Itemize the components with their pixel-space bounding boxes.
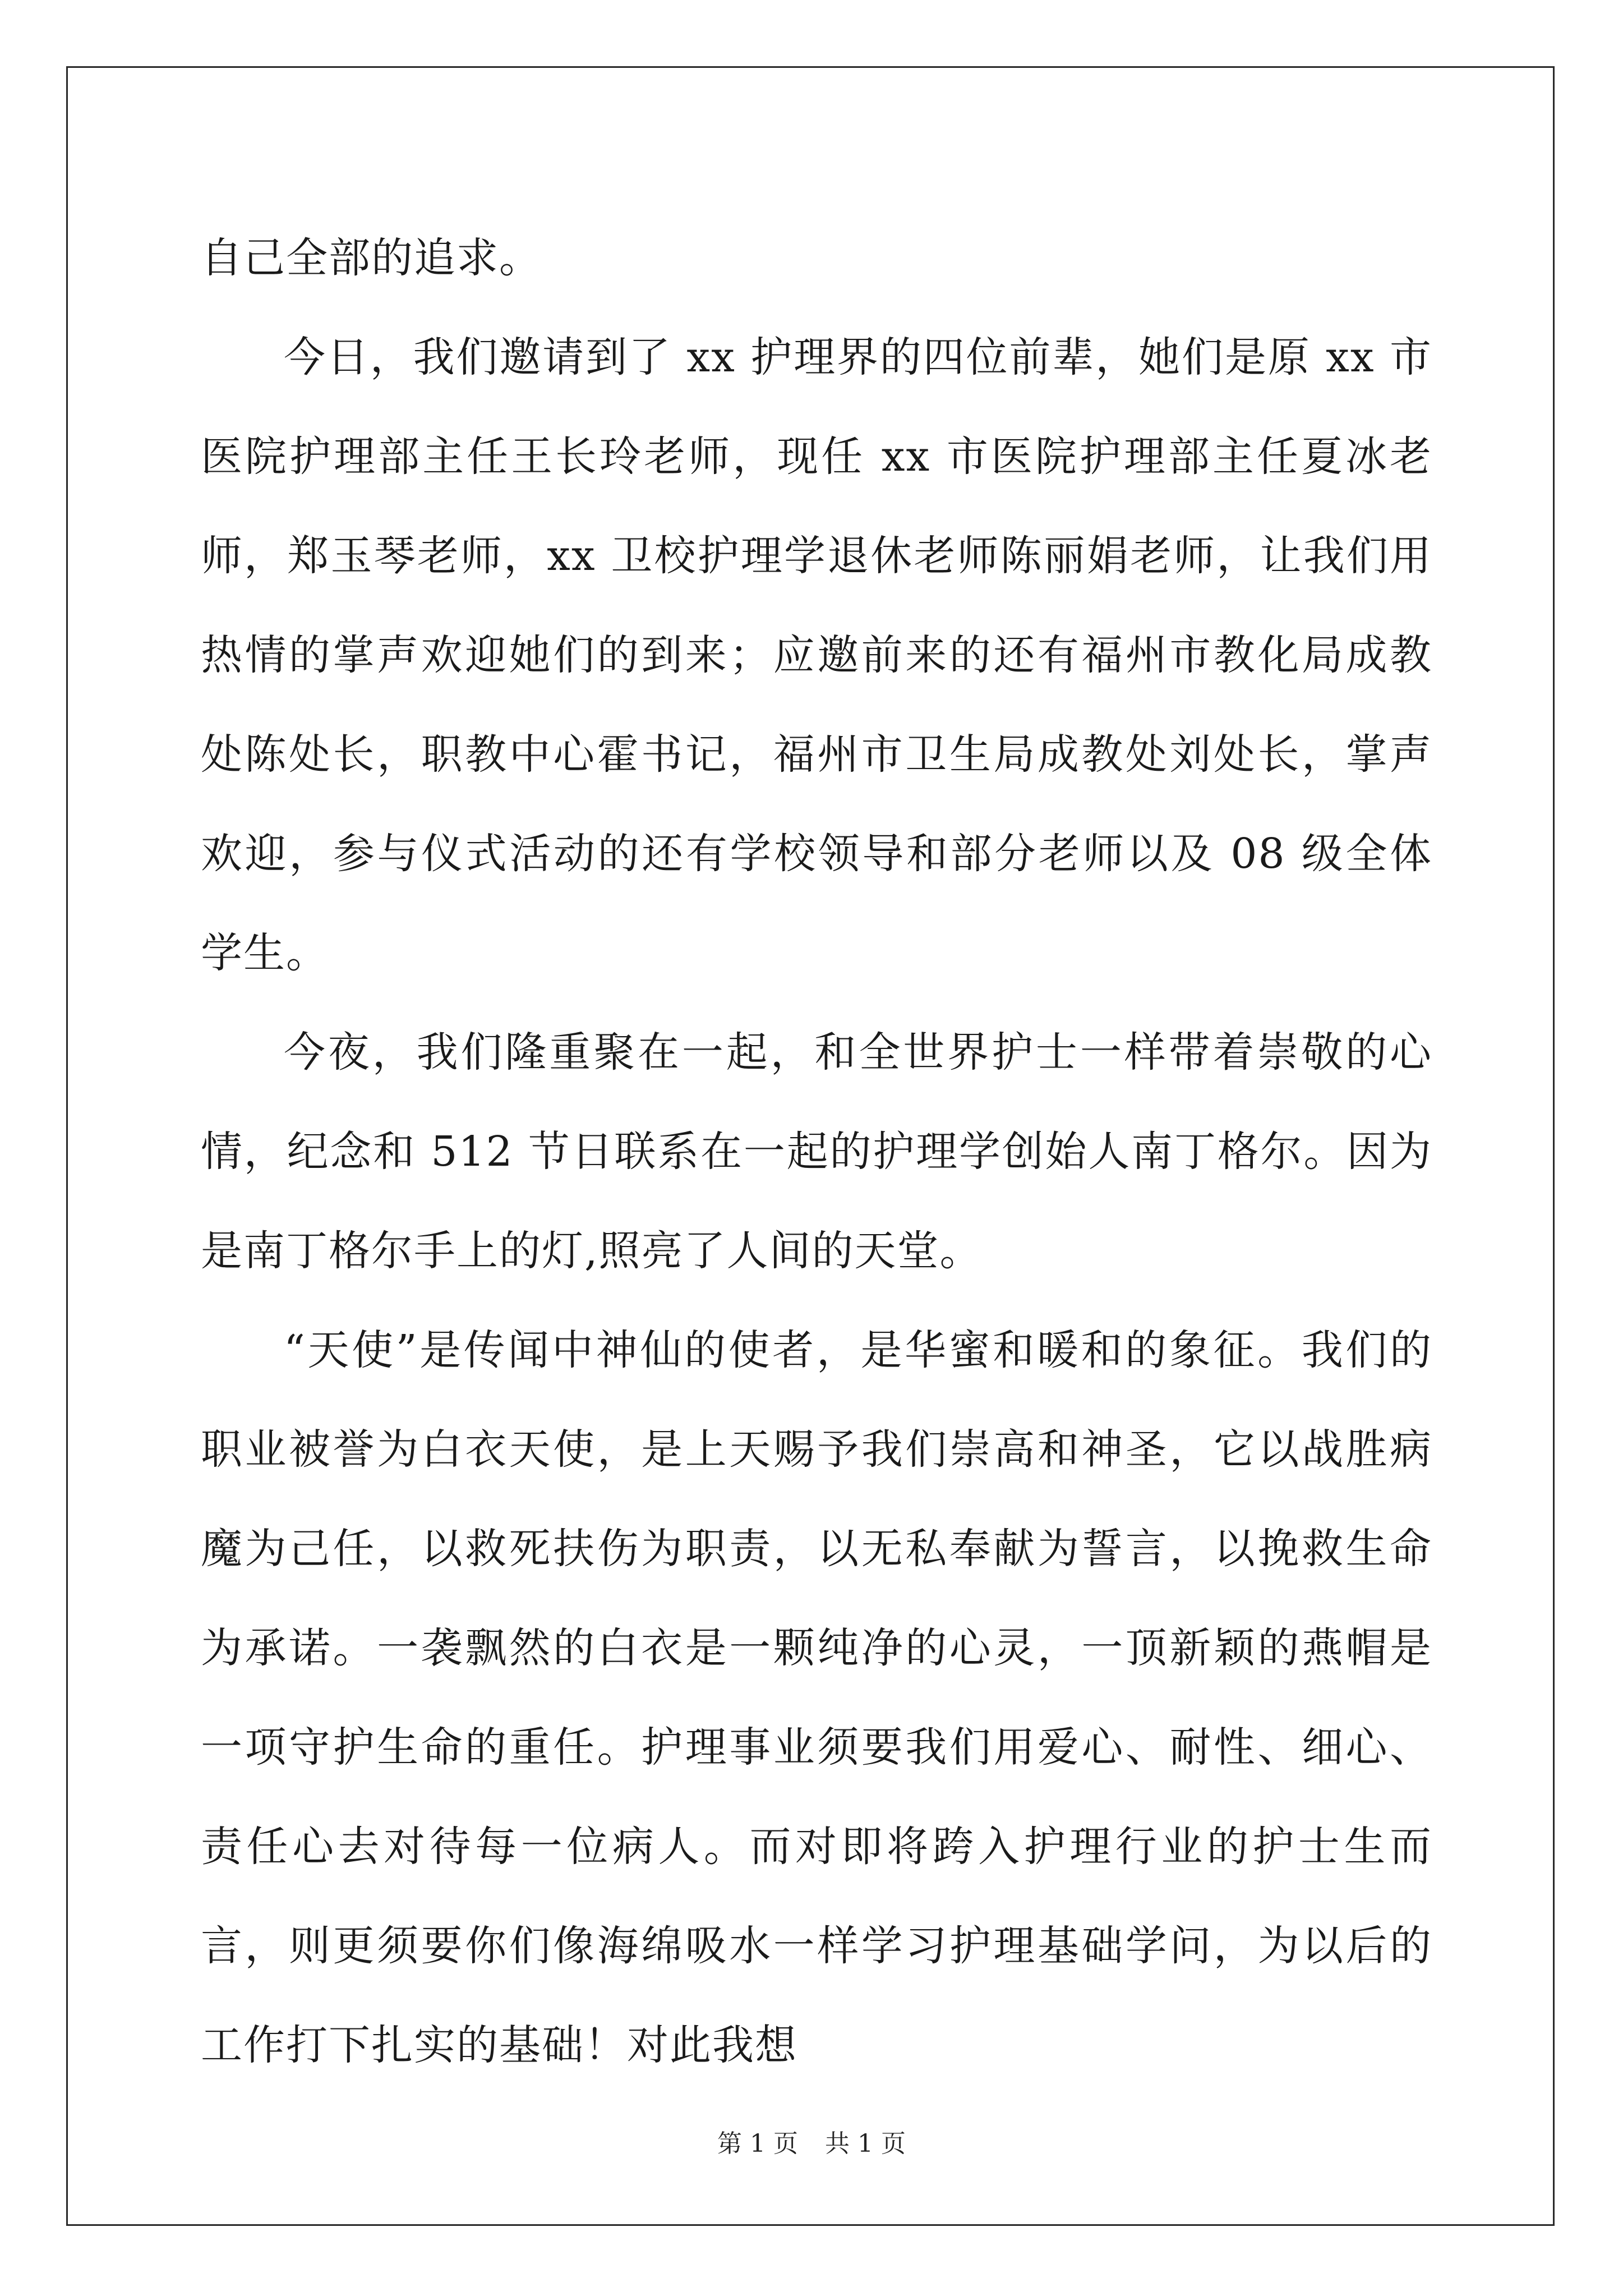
page-footer — [0, 2127, 1623, 2161]
page-number: 第 1 页 — [717, 2129, 798, 2158]
page-total: 共 1 页 — [825, 2129, 906, 2158]
document-body — [201, 209, 1432, 2095]
paragraph-1: 自己全部的追求。 — [201, 234, 542, 282]
paragraph-2: 今日，我们邀请到了 xx 护理界的四位前辈，她们是原 xx 市医院护理部主任王长玲老师，现任 xx 市医院护理部主任夏冰老师，郑玉琴老师，xx 卫校护理学退休老师陈丽娟老师，让我们用热情的掌声欢迎她们的到来；应邀前来的还有福州市教化局成教处陈处长，职教中心霍书记，福州市卫生局成教处刘处长，掌声欢迎，参与仪式活动的还有学校领导和部分老师以及 08 级全体学生。 — [201, 333, 1432, 977]
paragraph-4: “天使”是传闻中神仙的使者，是华蜜和暖和的象征。我们的职业被誉为白衣天使，是上天赐予我们崇高和神圣，它以战胜病魔为己任，以救死扶伤为职责，以无私奉献为誓言，以挽救生命为承诺。一袭飘然的白衣是一颗纯净的心灵，一顶新颖的燕帽是一项守护生命的重任。护理事业须要我们用爱心、耐性、细心、责任心去对待每一位病人。而对即将跨入护理行业的护士生而言，则更须要你们像海绵吸水一样学习护理基础学问，为以后的工作打下扎实的基础！对此我想 — [201, 1326, 1432, 2069]
paragraph-3: 今夜，我们隆重聚在一起，和全世界护士一样带着崇敬的心情，纪念和 512 节日联系在一起的护理学创始人南丁格尔。因为是南丁格尔手上的灯,照亮了人间的天堂。 — [201, 1028, 1432, 1275]
